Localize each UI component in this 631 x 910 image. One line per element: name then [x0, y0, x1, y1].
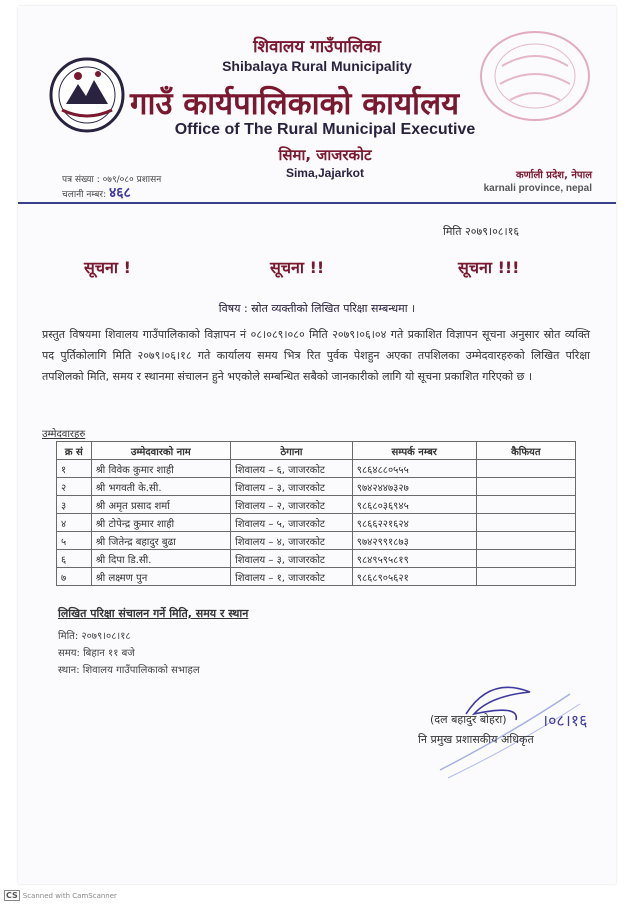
exam-details: [58, 628, 200, 679]
notice-heading-1: सूचना !: [84, 258, 131, 277]
province-block: [446, 169, 592, 195]
camscanner-text: Scanned with CamScanner: [22, 892, 117, 900]
notice-heading-3: सूचना !!!: [458, 258, 520, 277]
notice-body: प्रस्तुत विषयमा शिवालय गाउँपालिकाको विज्ञापन नं ०८।०८९।०८० मिति २०७९।०६।०४ गते प्रकाशित विज्ञापन सूचना अनुसार स्रोत व्यक्ति पद पुर्तिकोलागि मिति २०७९।०६।१८ गते कार्यालय समय भित्र रित पुर्वक पेशहुन अएका तपशिलका उम्मेदवारहरुको लिखित परिक्षा तपशिलको मिति, समय र स्थानमा संचालन हुने भएकोले सम्बन्धित सबैको जानकारीको लागि यो सूचना प्रकाशित गरिएको छ ।: [42, 328, 590, 383]
signatory-title: नि प्रमुख प्रशासकीय अधिकृत: [418, 733, 534, 746]
cell-address: शिवालय – १, जाजरकोट: [231, 568, 353, 586]
document-page: [18, 6, 616, 884]
table-row: [57, 514, 576, 532]
cell-name: श्री जितेन्द्र बहादुर बुढा: [91, 532, 231, 550]
cell-serial: ५: [57, 532, 92, 550]
cell-remarks: [476, 568, 575, 586]
cell-serial: ७: [57, 568, 92, 586]
cell-contact: ९८६६२२१६२४: [352, 514, 476, 532]
cell-name: श्री लक्ष्मण पुन: [91, 568, 231, 586]
col-serial: क्र सं: [57, 442, 92, 460]
header-divider: [18, 202, 616, 204]
cell-address: शिवालय – ५, जाजरकोट: [231, 514, 353, 532]
camscanner-badge: CS: [6, 891, 18, 900]
exam-venue: स्थान: शिवालय गाउँपालिकाको सभाहल: [58, 665, 200, 676]
table-row: [57, 496, 576, 514]
table-row: [57, 532, 576, 550]
place-ne: सिमा, जाजरकोट: [278, 146, 372, 164]
table-header-row: [57, 442, 576, 460]
cell-name: श्री विवेक कुमार शाही: [91, 460, 231, 478]
cell-remarks: [476, 478, 575, 496]
municipality-name-en: Shibalaya Rural Municipality: [222, 58, 412, 74]
cell-serial: १: [57, 460, 92, 478]
cell-remarks: [476, 496, 575, 514]
cell-remarks: [476, 460, 575, 478]
cell-remarks: [476, 550, 575, 568]
col-remarks: कैफियत: [476, 442, 575, 460]
col-name: उम्मेदवारको नाम: [91, 442, 231, 460]
cell-contact: ९७४२४४७३२७: [352, 478, 476, 496]
issue-date: मिति २०७९।०८।१६: [443, 225, 520, 238]
cell-serial: ६: [57, 550, 92, 568]
province-ne: कर्णाली प्रदेश, नेपाल: [515, 170, 592, 181]
cell-serial: ३: [57, 496, 92, 514]
cell-address: शिवालय – ४, जाजरकोट: [231, 532, 353, 550]
dispatch-label: चलानी नम्बर:: [62, 190, 107, 200]
candidates-heading: उम्मेदवारहरु: [42, 429, 86, 440]
cell-address: शिवालय – ३, जाजरकोट: [231, 550, 353, 568]
cell-contact: ९८४९५९५८१९: [352, 550, 476, 568]
col-contact: सम्पर्क नम्बर: [352, 442, 476, 460]
cell-name: श्री भगवती के.सी.: [91, 478, 231, 496]
reference-block: [62, 174, 161, 202]
handwritten-date: ।०८।१६: [542, 711, 588, 730]
cell-serial: ४: [57, 514, 92, 532]
notice-heading-2: सूचना !!: [270, 258, 325, 277]
exam-schedule-heading: लिखित परिक्षा संचालन गर्ने मिति, समय र स्थान: [58, 607, 249, 620]
reference-number: पत्र संख्या : ०७९/०८० प्रशासन: [62, 175, 162, 185]
exam-date: मिति: २०७९।०८।१८: [58, 631, 131, 642]
cell-remarks: [476, 514, 575, 532]
office-title-ne: गाउँ कार्यपालिकाको कार्यालय: [130, 86, 460, 122]
dispatch-number-row: [62, 187, 161, 202]
dispatch-number: ४६८: [108, 185, 131, 201]
cell-contact: ९८६४८८०५५५: [352, 460, 476, 478]
office-stamp-icon: [476, 26, 594, 126]
cell-address: शिवालय – २, जाजरकोट: [231, 496, 353, 514]
cell-remarks: [476, 532, 575, 550]
table-row: [57, 550, 576, 568]
cell-name: श्री दिपा डि.सी.: [91, 550, 231, 568]
cell-serial: २: [57, 478, 92, 496]
province-en: karnali province, nepal: [483, 183, 592, 194]
cell-contact: ९७४२९९१८७३: [352, 532, 476, 550]
cell-address: शिवालय – ६, जाजरकोट: [231, 460, 353, 478]
cell-name: श्री अमृत प्रसाद शर्मा: [91, 496, 231, 514]
cell-contact: ९८६८०३६९४५: [352, 496, 476, 514]
candidates-table: [56, 441, 576, 586]
place-en: Sima,Jajarkot: [285, 166, 365, 180]
cell-address: शिवालय – ३, जाजरकोट: [231, 478, 353, 496]
signatory-name: (दल बहादुर बोहरा): [430, 713, 507, 726]
municipality-name-ne: शिवालय गाउँपालिका: [253, 37, 381, 57]
table-row: [57, 568, 576, 586]
table-row: [57, 478, 576, 496]
subject-line: विषय : स्रोत व्यक्तीको लिखित परिक्षा सम्बन्धमा ।: [218, 302, 416, 315]
table-row: [57, 460, 576, 478]
col-address: ठेगाना: [231, 442, 353, 460]
cell-contact: ९८६८९०५६२१: [352, 568, 476, 586]
cell-name: श्री टोपेन्द्र कुमार शाही: [91, 514, 231, 532]
camscanner-watermark: [4, 891, 117, 900]
exam-time: समय: बिहान ११ बजे: [58, 648, 135, 659]
office-title-en: Office of The Rural Municipal Executive: [174, 121, 476, 138]
